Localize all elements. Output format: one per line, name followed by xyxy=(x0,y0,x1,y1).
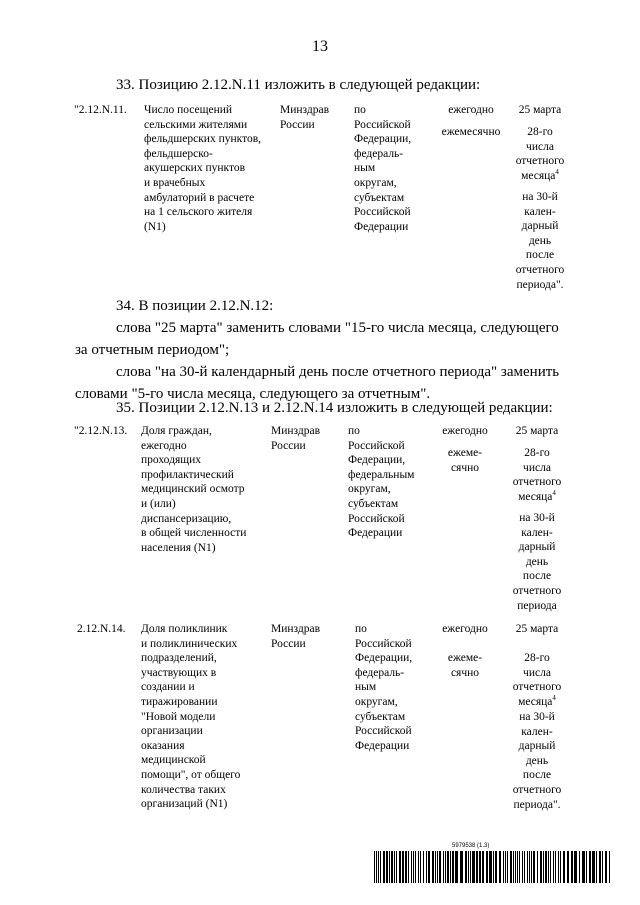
level-line: округам, xyxy=(354,176,397,189)
item-34-line: слова "на 30-й календарный день после отчетного периода" заменить xyxy=(116,364,560,380)
deadline-month: месяца xyxy=(518,695,553,708)
barcode-bar xyxy=(389,851,390,883)
barcode-bar xyxy=(383,851,385,883)
barcode-bar xyxy=(574,851,577,883)
barcode-bar xyxy=(537,851,538,883)
barcode-bar xyxy=(489,851,492,883)
barcode-bar xyxy=(493,851,494,883)
name-line: акушерских пунктов xyxy=(144,162,246,175)
barcode-bar xyxy=(527,851,528,883)
name-line: организаций (N1) xyxy=(141,798,228,811)
barcode-bar xyxy=(582,851,585,883)
level-line: Российской xyxy=(354,118,411,131)
item-34-line: за отчетным периодом"; xyxy=(75,342,230,358)
barcode-bar xyxy=(602,851,603,883)
deadline-line: на 30-й xyxy=(519,711,555,723)
deadline-line: дарный xyxy=(521,220,559,233)
level-line: ным xyxy=(354,162,376,175)
name-line: и (или) xyxy=(141,497,176,510)
freq-line: сячно xyxy=(450,666,480,679)
level-line: округам, xyxy=(355,695,398,708)
barcode-bar xyxy=(472,851,475,883)
deadline-line: дарный xyxy=(518,740,556,753)
barcode-bar xyxy=(524,851,525,883)
row-14-name xyxy=(141,622,267,812)
row-13-code: "2.12.N.13. xyxy=(74,425,128,437)
barcode-bar xyxy=(455,851,458,883)
deadline-line xyxy=(505,695,569,710)
deadline-line: числа xyxy=(523,666,551,679)
deadline-line: на 30-й xyxy=(519,512,555,524)
barcode-bar xyxy=(519,851,520,883)
barcode-bar xyxy=(560,851,561,883)
item-34-heading: 34. В позиции 2.12.N.12: xyxy=(116,298,274,314)
level-line: ным xyxy=(355,681,377,694)
deadline-line: отчетного xyxy=(512,584,562,597)
name-line: количества таких xyxy=(141,783,226,796)
barcode-bar xyxy=(445,851,446,883)
barcode-bar xyxy=(531,851,532,883)
row-13-freq-annual: ежегодно xyxy=(442,425,488,437)
level-line: субъектам xyxy=(355,710,406,723)
row-14-level xyxy=(355,622,412,753)
barcode-bar xyxy=(609,851,610,883)
barcode-bar xyxy=(391,851,393,883)
barcode-bar xyxy=(517,851,518,883)
barcode-bar xyxy=(543,851,544,883)
deadline-month: месяца xyxy=(518,490,553,503)
barcode-bar xyxy=(605,851,607,883)
barcode-bar xyxy=(589,851,591,883)
barcode-bar xyxy=(405,851,407,883)
deadline-line: после xyxy=(522,769,552,782)
barcode-bar xyxy=(402,851,404,883)
deadline-line: 28-го xyxy=(524,652,550,664)
barcode-bar xyxy=(468,851,469,883)
barcode-bar xyxy=(447,851,449,883)
barcode-bar xyxy=(486,851,488,883)
freq-line: ежеме- xyxy=(447,447,483,459)
item-33-level xyxy=(354,103,411,234)
name-line: Число посещений xyxy=(144,104,233,116)
deadline-line: числа xyxy=(526,140,554,153)
barcode-bar xyxy=(374,851,375,883)
barcode-bar xyxy=(432,851,434,883)
barcode-bar xyxy=(550,851,551,883)
freq-line: ежеме- xyxy=(447,652,483,664)
barcode-bar xyxy=(482,851,484,883)
level-line: федеральным xyxy=(348,468,415,481)
barcode-bar xyxy=(399,851,401,883)
name-line: амбулаторий в расчете xyxy=(144,191,255,204)
level-line: Российской xyxy=(355,637,412,650)
name-line: в общей численности xyxy=(141,527,247,540)
row-13-deadline-monthly xyxy=(505,446,569,504)
barcode-bar xyxy=(571,851,573,883)
item-33-name xyxy=(144,103,276,234)
name-line: и врачебных xyxy=(144,176,206,189)
level-line: Российской xyxy=(355,725,412,738)
name-line: населения (N1) xyxy=(141,541,216,554)
name-line: сельскими жителями xyxy=(144,118,248,131)
barcode-bar xyxy=(499,851,501,883)
deadline-line: день xyxy=(528,234,552,247)
agency-line: Минздрав xyxy=(271,425,321,437)
barcode-bar xyxy=(380,851,381,883)
name-line: медицинской xyxy=(141,754,206,767)
deadline-line: день xyxy=(525,555,549,568)
level-line: по xyxy=(348,425,360,437)
barcode-bar xyxy=(452,851,454,883)
barcode-bar xyxy=(443,851,444,883)
deadline-line: после xyxy=(522,570,552,583)
row-14-agency xyxy=(271,622,320,651)
barcode-bar xyxy=(529,851,530,883)
barcode-bar xyxy=(408,851,409,883)
barcode-bar xyxy=(503,851,504,883)
row-14-deadline-monthly xyxy=(505,651,569,709)
name-line: Доля граждан, xyxy=(141,425,212,437)
barcode-bar xyxy=(592,851,595,883)
barcode-number: 5979538 (1.3) xyxy=(452,843,490,849)
barcode-bar xyxy=(563,851,565,883)
barcode-bar xyxy=(450,851,451,883)
level-line: округам, xyxy=(348,483,391,496)
agency-line: России xyxy=(271,637,306,650)
name-line: медицинский осмотр xyxy=(141,483,245,496)
name-line: создании и xyxy=(141,681,195,694)
freq-line: сячно xyxy=(450,461,480,474)
level-line: Федерации, xyxy=(355,652,413,665)
name-line: Доля поликлиник xyxy=(141,623,228,635)
barcode-bar xyxy=(513,851,514,883)
row-13-agency xyxy=(271,424,320,453)
barcode-bar xyxy=(418,851,419,883)
item-33-heading: 33. Позицию 2.12.N.11 изложить в следующей редакции: xyxy=(116,77,481,93)
row-13-level xyxy=(348,424,414,541)
name-line: и поликлинических xyxy=(141,637,238,650)
level-line: Федерации xyxy=(354,220,409,233)
level-line: Федерации xyxy=(348,527,403,540)
deadline-line: числа xyxy=(523,461,551,474)
row-14-freq-monthly xyxy=(432,651,498,680)
deadline-line: дарный xyxy=(518,541,556,554)
deadline-line: после xyxy=(525,249,555,262)
item-33-freq-annual: ежегодно xyxy=(448,104,494,116)
level-line: субъектам xyxy=(348,497,399,510)
row-13-deadline-period xyxy=(505,511,569,613)
barcode-bar xyxy=(507,851,508,883)
barcode-bar xyxy=(423,851,424,883)
deadline-line: периода". xyxy=(513,798,561,811)
barcode-bar xyxy=(567,851,569,883)
barcode-bar xyxy=(428,851,430,883)
barcode-bar xyxy=(555,851,556,883)
deadline-line: отчетного xyxy=(515,155,565,168)
barcode-bar xyxy=(522,851,523,883)
name-line: участвующих в xyxy=(141,666,217,679)
item-33-deadline-period xyxy=(508,190,572,292)
barcode-bar xyxy=(435,851,436,883)
footnote-mark: 4 xyxy=(555,167,559,176)
barcode-bar xyxy=(439,851,441,883)
deadline-line xyxy=(508,169,572,184)
item-33-freq-monthly: ежемесячно xyxy=(441,126,501,138)
barcode-bar xyxy=(476,851,478,883)
row-14-deadline-annual: 25 марта xyxy=(515,623,559,635)
agency-line: России xyxy=(271,439,306,452)
name-line: оказания xyxy=(141,739,185,752)
deadline-line: на 30-й xyxy=(522,191,558,203)
barcode-bar xyxy=(411,851,412,883)
barcode-bar xyxy=(505,851,506,883)
level-line: Федерации xyxy=(355,739,410,752)
name-line: фельдшерско- xyxy=(144,147,213,160)
deadline-line: периода xyxy=(517,599,557,612)
barcode-bar xyxy=(545,851,547,883)
deadline-line: кален- xyxy=(524,205,556,218)
barcode-image xyxy=(374,851,610,883)
item-34-line: слова "25 марта" заменить словами "15-го числа месяца, следующего xyxy=(116,320,559,336)
barcode-bar xyxy=(413,851,414,883)
deadline-line: отчетного xyxy=(512,783,562,796)
level-line: Федерации, xyxy=(348,454,406,467)
page-number: 13 xyxy=(312,38,328,55)
item-33-agency xyxy=(280,103,329,132)
barcode-bar xyxy=(579,851,580,883)
level-line: по xyxy=(354,104,366,116)
level-line: Российской xyxy=(348,439,405,452)
barcode-bar xyxy=(376,851,377,883)
name-line: ежегодно xyxy=(141,439,187,452)
agency-line: Минздрав xyxy=(280,104,330,116)
agency-line: России xyxy=(280,118,315,131)
name-line: профилактический xyxy=(141,468,234,481)
name-line: подразделений, xyxy=(141,652,217,665)
barcode-bar xyxy=(378,851,379,883)
deadline-line: 28-го xyxy=(527,126,553,138)
level-line: субъектам xyxy=(354,191,405,204)
level-line: по xyxy=(355,623,367,635)
barcode-bar xyxy=(596,851,597,883)
barcode-bar xyxy=(386,851,388,883)
barcode-bar xyxy=(479,851,481,883)
barcode-bar xyxy=(553,851,554,883)
barcode-bar xyxy=(558,851,559,883)
level-line: федераль- xyxy=(355,666,405,679)
row-14-freq-annual: ежегодно xyxy=(442,623,488,635)
barcode-bar xyxy=(396,851,397,883)
barcode-bar xyxy=(495,851,497,883)
deadline-line: кален- xyxy=(521,526,553,539)
barcode-bar xyxy=(420,851,421,883)
row-13-deadline-annual: 25 марта xyxy=(515,425,559,437)
deadline-line xyxy=(505,490,569,505)
barcode-bar xyxy=(510,851,512,883)
footnote-mark: 4 xyxy=(552,693,556,702)
agency-line: Минздрав xyxy=(271,623,321,635)
row-14-deadline-period xyxy=(505,710,569,812)
name-line: "Новой модели xyxy=(141,710,216,723)
row-13-freq-monthly xyxy=(432,446,498,475)
barcode-bar xyxy=(394,851,395,883)
item-33-deadline-monthly xyxy=(508,125,572,183)
item-33-deadline-annual: 25 марта xyxy=(518,104,562,116)
deadline-line: отчетного xyxy=(515,263,565,276)
item-35-heading: 35. Позиции 2.12.N.13 и 2.12.N.14 изложить в следующей редакции: xyxy=(116,400,553,416)
deadline-month: месяца xyxy=(521,169,556,182)
item-34-line: словами "5-го числа месяца, следующего за отчетным". xyxy=(75,386,431,402)
level-line: Российской xyxy=(354,206,411,219)
name-line: (N1) xyxy=(144,220,166,233)
item-33-code: "2.12.N.11. xyxy=(74,104,127,116)
footnote-mark: 4 xyxy=(552,488,556,497)
barcode-bar xyxy=(548,851,549,883)
deadline-line: день xyxy=(525,754,549,767)
name-line: помощи", от общего xyxy=(141,768,241,781)
name-line: тиражировании xyxy=(141,695,218,708)
level-line: Федерации, xyxy=(354,133,412,146)
barcode-bar xyxy=(599,851,601,883)
barcode-bar xyxy=(470,851,471,883)
deadline-line: 28-го xyxy=(524,447,550,459)
deadline-line: периода". xyxy=(516,278,564,291)
level-line: Российской xyxy=(348,512,405,525)
row-14-code: 2.12.N.14. xyxy=(77,623,126,635)
barcode-bar xyxy=(540,851,542,883)
barcode-bar xyxy=(465,851,467,883)
row-13-name xyxy=(141,424,267,555)
deadline-line: отчетного xyxy=(512,681,562,694)
barcode-bar xyxy=(515,851,516,883)
deadline-line: отчетного xyxy=(512,476,562,489)
name-line: фельдшерских пунктов, xyxy=(144,133,261,146)
barcode-bar xyxy=(415,851,416,883)
name-line: диспансеризацию, xyxy=(141,512,232,525)
name-line: на 1 сельского жителя xyxy=(144,206,253,219)
level-line: федераль- xyxy=(354,147,404,160)
barcode-bar xyxy=(533,851,535,883)
deadline-line: кален- xyxy=(521,725,553,738)
name-line: проходящих xyxy=(141,454,201,467)
barcode-bar xyxy=(586,851,587,883)
barcode-bar xyxy=(426,851,427,883)
barcode-bar xyxy=(437,851,438,883)
name-line: организации xyxy=(141,725,203,738)
barcode-bar xyxy=(460,851,463,883)
